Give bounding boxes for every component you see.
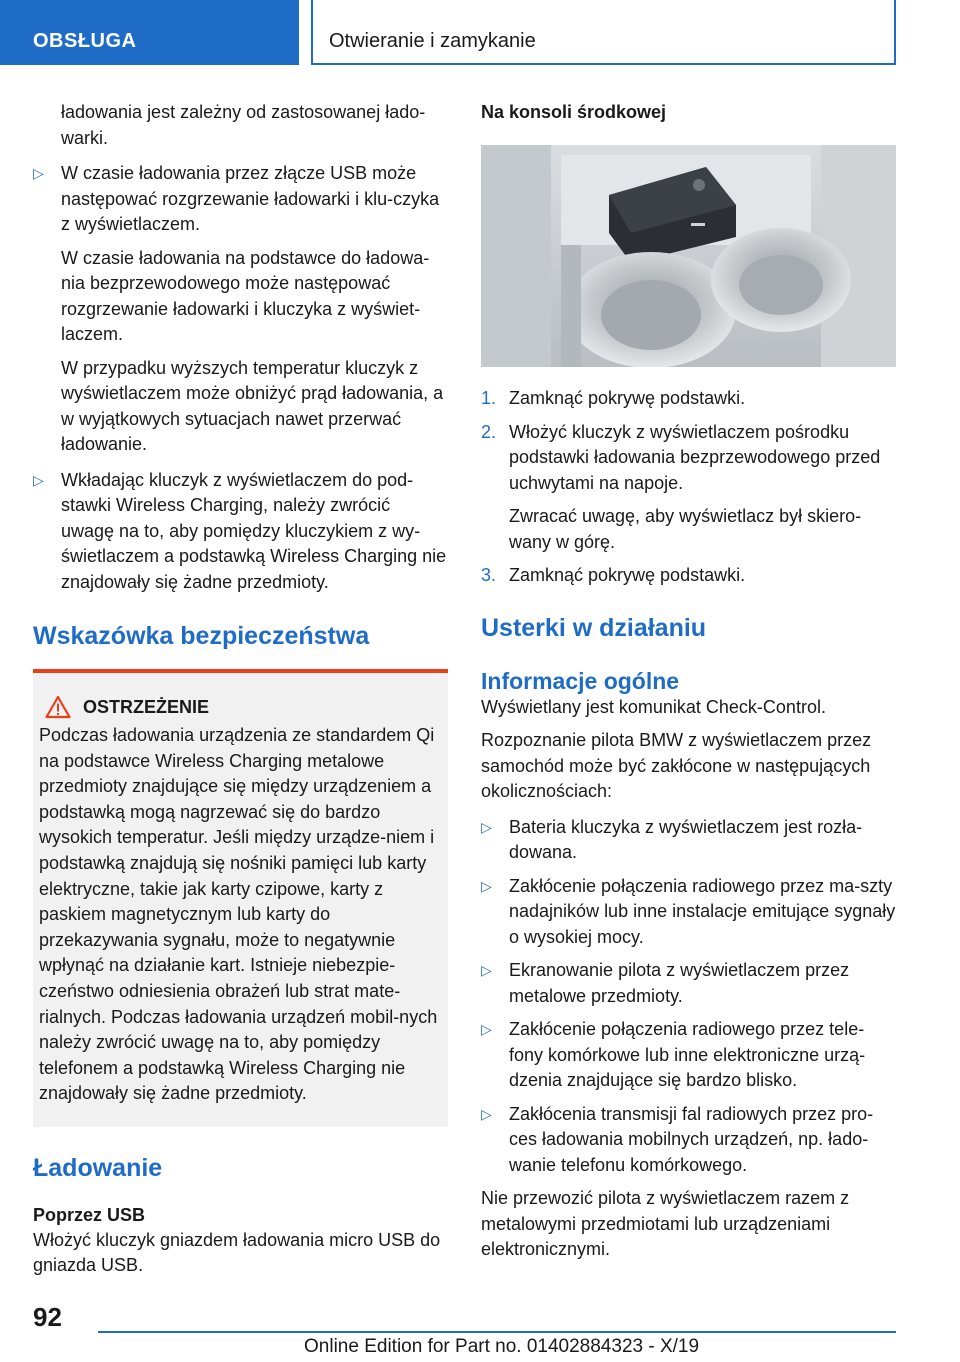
section-tab	[0, 0, 299, 65]
paragraph: W czasie ładowania na podstawce do ładowa-nia bezprzewodowego może następować rozgrzewanie ładowarki i kluczyka z wyświet-laczem.	[61, 247, 430, 344]
list-item-text: Zakłócenia transmisji fal radiowych przez pro-ces ładowania mobilnych urządzeń, np. łado-wanie telefonu komórkowego.	[509, 1103, 874, 1175]
left-column	[33, 100, 448, 1279]
warning-box	[33, 669, 448, 1127]
step-item	[481, 420, 896, 497]
step-number: 1.	[481, 388, 497, 408]
faults-heading: Usterki w działaniu	[481, 613, 707, 642]
triangle-right-icon: ▷	[481, 962, 492, 978]
triangle-right-icon: ▷	[33, 165, 44, 181]
page-number: 92	[33, 1302, 62, 1332]
list-item-text: Zakłócenie połączenia radiowego przez tele-fony komórkowe lub inne elektroniczne urzą-dzenia znajdujące się bardzo blisko.	[509, 1019, 866, 1090]
usb-heading: Poprzez USB	[33, 1204, 146, 1225]
warning-title: OSTRZEŻENIE	[83, 696, 210, 717]
general-info-heading: Informacje ogólne	[481, 667, 680, 694]
right-column	[481, 100, 896, 1263]
section-title: OBSŁUGA	[33, 30, 137, 52]
paragraph: W przypadku wyższych temperatur kluczyk z wyświetlaczem może obniżyć prąd ładowania, a w wyjątkowych sytuacjach nawet przerwać ładowanie.	[61, 357, 444, 454]
triangle-right-icon: ▷	[481, 877, 492, 894]
warning-text: Podczas ładowania urządzenia ze standardem Qi na podstawce Wireless Charging metalowe przedmioty znajdujące się między urządzeniem a podstawką mogą nagrzewać się do bardzo wysokich temperatur. Jeśli między urządze-niem i podstawką znajdują się nośniki pamięci lub karty elektryczne, takie jak karty czipowe, karty z paskiem magnetycznym lub karty do przekazywania sygnału, może to negatywnie wpłynąć na działanie kart. Istnieje niebezpie-czeństwo odniesienia obrażeń lub strat mate-rialnych. Podczas ładowania urządzeń mobil-nych należy zwrócić uwagę na to, aby pomiędzy telefonem a podstawką Wireless Charging nie znajdowały się żadne przedmioty.	[39, 725, 438, 1104]
step-text: Zamknąć pokrywę podstawki.	[509, 388, 746, 408]
list-item-text: Wkładając kluczyk z wyświetlaczem do pod-stawki Wireless Charging, należy zwrócić uwagę na to, aby pomiędzy kluczykiem z wy-świetlaczem a podstawką Wireless Charging nie znajdowały się żadne przedmioty.	[61, 469, 447, 592]
list-item	[481, 958, 896, 1009]
list-item-text: Ekranowanie pilota z wyświetlaczem przez metalowe przedmioty.	[509, 960, 850, 1006]
safety-heading: Wskazówka bezpieczeństwa	[33, 622, 370, 650]
console-heading: Na konsoli środkowej	[481, 102, 667, 122]
charging-heading: Ładowanie	[33, 1153, 163, 1182]
step-number: 3.	[481, 565, 497, 585]
triangle-right-icon: ▷	[481, 818, 492, 835]
footer-edition: Online Edition for Part no. 01402884323 - X/19	[304, 1336, 700, 1357]
list-item	[481, 1102, 896, 1179]
triangle-right-icon: ▷	[481, 1105, 492, 1122]
footer-divider	[98, 1331, 896, 1333]
step-number: 2.	[481, 421, 497, 442]
usb-text: Włożyć kluczyk gniazdem ładowania micro USB do gniazda USB.	[33, 1229, 441, 1276]
paragraph: Rozpoznanie pilota BMW z wyświetlaczem przez samochód może być zakłócone w następujących okolicznościach:	[481, 730, 872, 801]
list-item	[33, 468, 448, 596]
triangle-right-icon: ▷	[481, 1021, 492, 1037]
continued-text: ładowania jest zależny od zastosowanej łado-warki.	[61, 102, 426, 148]
warning-triangle-icon	[45, 695, 71, 719]
paragraph: Nie przewozić pilota z wyświetlaczem razem z metalowymi przedmiotami lub urządzeniami elektronicznymi.	[481, 1188, 850, 1259]
step-item	[481, 386, 896, 412]
paragraph: Wyświetlany jest komunikat Check-Control.	[481, 696, 826, 717]
warning-header	[39, 695, 442, 719]
list-item	[481, 1017, 896, 1094]
step-note: Zwracać uwagę, aby wyświetlacz był skiero-wany w górę.	[509, 506, 862, 552]
step-text: Włożyć kluczyk z wyświetlaczem pośrodku podstawki ładowania bezprzewodowego przed uchwytami na napoje.	[509, 421, 881, 493]
chapter-tab	[311, 0, 896, 65]
step-text: Zamknąć pokrywę podstawki.	[509, 565, 746, 585]
list-item-text: Zakłócenie połączenia radiowego przez ma-szty nadajników lub inne instalacje emitujące sygnały o wysokiej mocy.	[509, 875, 896, 947]
list-item	[481, 815, 896, 866]
chapter-title: Otwieranie i zamykanie	[329, 30, 536, 52]
wireless-charging-console-image	[481, 145, 896, 367]
list-item	[33, 161, 448, 238]
list-item-text: Bateria kluczyka z wyświetlaczem jest rozła-dowana.	[509, 816, 863, 862]
step-item	[481, 563, 896, 589]
triangle-right-icon: ▷	[33, 471, 44, 488]
list-item	[481, 874, 896, 951]
list-item-text: W czasie ładowania przez złącze USB może następować rozgrzewanie ładowarki i klu-czyka z wyświetlaczem.	[61, 163, 440, 234]
